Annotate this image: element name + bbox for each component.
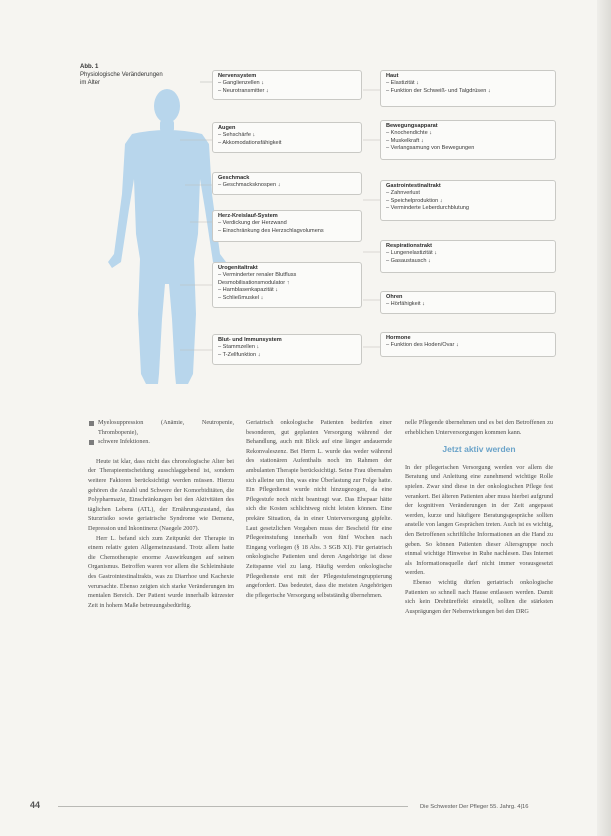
box-hormone [380,332,556,357]
bullet-item: Myelosuppression (Anämie, Neutropenie, Thrombopenie), [88,418,234,437]
paragraph: In der pflegerischen Versorgung werden vor allem die Beratung und Anleitung eine zunehmend wichtige Rolle spielen. Zwar sind diese in der onkologischen Pflege fest verankert. Bei älteren Patienten aber muss hierbei aufgrund der kognitiven Veränderungen in der Zeit angepasst werden, kurze und häufigere Beratungsgespräche sollten anstelle von langen Gesprächen treten. Auch ist es wichtig, den Betroffenen schriftliche Informationen an die Hand zu geben. So können Patienten dieser Altersgruppe noch einmal wichtige Hinweise in Ruhe nachlesen. Das Internet als Informationsquelle darf nicht immer vorausgesetzt werden. [405,463,553,577]
box-ohren [380,291,556,314]
box-urogenitaltrakt [212,262,362,308]
box-title: Ohren [386,294,403,300]
box-line: – Harnblasenkapazität ↓ [218,287,279,294]
box-geschmack [212,172,362,195]
box-title: Respirationstrakt [386,243,433,249]
box-line: – Verminderter renaler Blutfluss [218,272,297,279]
page-number: 44 [30,800,41,810]
box-title: Blut- und Immunsystem [218,337,282,343]
text-column-3 [405,418,553,796]
box-nervensystem [212,70,362,100]
box-line: – Neurotransmitter ↓ [218,87,269,94]
box-title: Gastrointestinaltrakt [386,183,441,189]
box-title: Bewegungsapparat [386,123,438,129]
box-line: – Knochendichte ↓ [386,130,433,137]
box-line: – Stammzellen ↓ [218,344,260,351]
box-line: – Ganglienzellen ↓ [218,80,265,87]
box-line: – Einschränkung des Herzschlagvolumens [218,227,324,234]
box-title: Augen [218,125,236,131]
box-line: – Verminderte Leberdurchblutung [386,205,470,212]
box-title: Hormone [386,335,411,341]
box-title: Haut [386,73,399,79]
paragraph: Herr L. befand sich zum Zeitpunkt der Therapie in einem relativ guten Allgemeinzustand. Trotz allem hatte die Chemotherapie enorme Auswirkungen auf seinen Organismus. Betroffen waren vor allem die Schleimhäute des Gastrointestinaltrakts, was zu Diarrhoe und Kachexie verursachte. Ebenso zeigten sich starke Veränderungen im mentalen Bereich. Der Patient wurde innerhalb kürzester Zeit in hohem Maße betreuungsbedürftig. [88,534,234,609]
paragraph: Geriatrisch onkologische Patienten bedürfen einer besonderen, gut geplanten Versorgung während der Behandlung, auch mit Blick auf eine länger andauernde Rekonvaleszenz. Bei Herrn L. wurde das weder während des stationären Aufenthalts noch im Rahmen der ambulanten Therapie berücksichtigt. Seine Frau übernahm sich alleine um ihn, was eine Überlastung zur Folge hatte. Ein Pflegedienst wurde nicht hinzugezogen, da eine Pflegestufe noch nicht beantragt war. Das Ehepaar hätte sich die Kosten schlichtweg nicht leisten können. Eine prekäre Situation, da in einer Unterversorgung gipfelte. Laut gesetzlichen Vorgaben muss der Bescheid für eine Pflegeeinstufung innerhalb von fünf Wochen nach Eingang vorliegen (§ 18 Abs. 3 SGB XI). Für geriatrisch onkologische Patienten und deren Angehörige ist diese Zeitspanne viel zu lang. Häufig werden onkologische Pflegedienste erst mit der Pflegestufeneingruppierung angefordert. Das bedeutet, dass die meisten Angehörigen die pflegerische Versorgung selbstständig übernehmen. [246,419,392,599]
box-respirationstrakt [380,240,556,273]
box-line: – Sehschärfe ↓ [218,132,256,139]
box-augen [212,122,362,153]
figure-caption-line: im Alter [80,80,101,86]
box-title: Herz-Kreislauf-System [218,213,278,219]
paragraph: nelle Pflegende übernehmen und es bei den Betroffenen zu erheblichen Unterversorgungen kommen kann. [405,419,553,436]
box-line: – Akkomodationsfähigkeit [218,139,282,146]
box-line: – T-Zellfunktion ↓ [218,351,261,358]
box-herz-kreislauf [212,210,362,242]
box-blut-immunsystem [212,334,362,365]
footer-divider [58,806,408,807]
box-line: – Verdickung der Herzwand [218,220,287,227]
box-line: – Geschmacksknospen ↓ [218,182,281,189]
box-bewegungsapparat [380,120,556,160]
page-edge [597,0,611,836]
box-line: – Muskelkraft ↓ [386,137,424,144]
box-title: Urogenitaltrakt [218,265,258,271]
box-line: – Hörfähigkeit ↓ [386,301,425,308]
box-line: – Funktion der Schweiß- und Talgdrüsen ↓ [386,87,491,94]
box-line: – Elastizität ↓ [386,80,419,87]
box-line: – Zahnverlust [386,190,420,197]
box-title: Geschmack [218,175,250,181]
box-line: – Schließmuskel ↓ [218,294,264,301]
text-column-2 [246,418,392,796]
box-line: – Speichelproduktion ↓ [386,197,443,204]
box-line: Desmobilisationsmodulator ↑ [218,279,290,286]
box-haut [380,70,556,107]
section-heading: Jetzt aktiv werden [442,444,516,455]
box-line: – Funktion des Hoden/Ovar ↓ [386,342,459,349]
box-line: – Lungenelastizität ↓ [386,250,437,257]
figure-caption-line: Physiologische Veränderungen [80,72,163,78]
text-column-1 [88,418,234,796]
box-gastrointestinaltrakt [380,180,556,221]
box-line: – Verlangsamung von Bewegungen [386,145,475,152]
box-line: – Gasaustausch ↓ [386,257,431,264]
figure-label: Abb. 1 [80,64,99,70]
footer-source: Die Schwester Der Pfleger 55. Jahrg. 4|16 [420,804,529,810]
box-title: Nervensystem [218,73,257,79]
paragraph: Heute ist klar, dass nicht das chronologische Alter bei der Therapieentscheidung ausschlaggebend ist, sondern weitere Faktoren berücksichtigt werden müssen. Hierzu gehören die Anzahl und Schwere der Komorbiditäten, die Polypharmazie, Einschränkungen bei den Aktivitäten des täglichen Lebens (ATL), der Ernährungszustand, das Sturzrisiko sowie geriatrische Syndrome wie Demenz, Depression und Inkontinenz (Naegele 2007). [88,457,234,532]
bullet-item: schwere Infektionen. [88,437,234,447]
paragraph: Ebenso wichtig dürfen geriatrisch onkologische Patienten so schnell nach Hause entlassen werden. Damit sich kein Drehtüreffekt einstellt, sollten die stärksten Ausprägungen der Nebenwirkungen bei den DRG [405,578,553,615]
